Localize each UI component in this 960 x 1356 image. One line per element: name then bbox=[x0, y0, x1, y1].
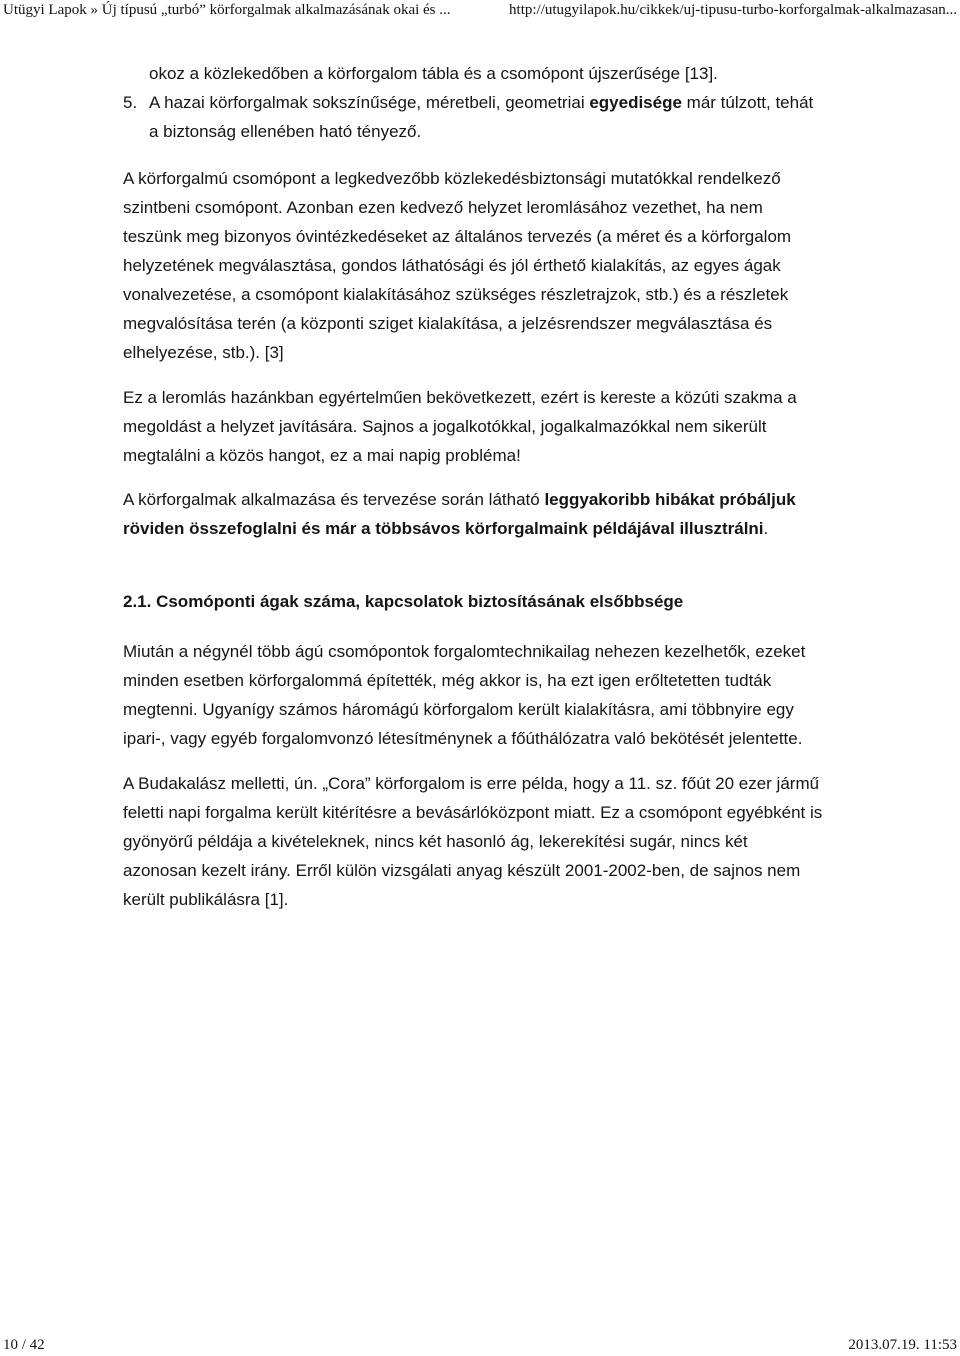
print-datetime: 2013.07.19. 11:53 bbox=[848, 1337, 957, 1353]
article-body bbox=[123, 59, 823, 914]
page-number: 10 / 42 bbox=[3, 1337, 45, 1353]
list-item-text: már túlzott, tehát a biztonság ellenében ható tényező. bbox=[149, 93, 814, 141]
paragraph-1: A körforgalmú csomópont a legkedvezőbb közlekedésbiztonsági mutatókkal rendelkező szintbeni csomópont. Azonban ezen kedvező helyzet leromlásához vezethet, ha nem teszünk meg bizonyos óvintézkedéseket az általános tervezés (a méret és a körforgalom helyzetének megválasztása, gondos láthatósági és jól érthető kialakítás, az egyes ágak vonalvezetése, a csomópont kialakításához szükséges részletrajzok, stb.) és a részletek megvalósítása terén (a központi sziget kialakítása, a jelzésrendszer megválasztása és elhelyezése, stb.). [3] bbox=[123, 169, 792, 362]
paragraph-text: . bbox=[763, 519, 769, 538]
emphasis-text: egyedisége bbox=[589, 93, 682, 112]
section-heading: 2.1. Csomóponti ágak száma, kapcsolatok biztosításának elsőbbsége bbox=[123, 592, 684, 611]
paragraph-2: Ez a leromlás hazánkban egyértelműen bekövetkezett, ezért is kereste a közúti szakma a megoldást a helyzet javítására. Sajnos a jogalkotókkal, jogalkalmazókkal nem sikerült megtalálni a közös hangot, ez a mai napig probléma! bbox=[123, 388, 797, 465]
list-item-5 bbox=[123, 88, 823, 146]
print-footer bbox=[0, 1336, 960, 1356]
paragraph-3 bbox=[123, 485, 823, 543]
list-item-text: A hazai körforgalmak sokszínűsége, méretbeli, geometriai bbox=[149, 93, 590, 112]
list-item-continuation bbox=[123, 59, 823, 88]
paragraph-text: A körforgalmak alkalmazása és tervezése során látható bbox=[123, 490, 545, 509]
print-header bbox=[0, 0, 960, 22]
page-url[interactable]: http://utugyilapok.hu/cikkek/uj-tipusu-turbo-korforgalmak-alkalmazasan... bbox=[509, 2, 957, 18]
page-title: Utügyi Lapok » Új típusú „turbó” körforgalmak alkalmazásának okai és ... bbox=[3, 2, 451, 18]
emphasis-text: leggyakoribb hibákat próbáljuk röviden összefoglalni és már a többsávos körforgalmaink példájával illusztrálni bbox=[123, 490, 796, 538]
list-number: 5. bbox=[123, 93, 138, 112]
paragraph-5: A Budakalász melletti, ún. „Cora” körforgalom is erre példa, hogy a 11. sz. főút 20 ezer jármű feletti napi forgalma került kitérítésre a bevásárlóközpont miatt. Ez a csomópont egyébként is gyönyörű példája a kivételeknek, nincs két hasonló ág, lekerekítési sugár, nincs két azonosan kezelt irány. Erről külön vizsgálati anyag készült 2001-2002-ben, de sajnos nem került publikálásra [1]. bbox=[123, 774, 823, 909]
paragraph-4: Miután a négynél több ágú csomópontok forgalomtechnikailag nehezen kezelhetők, ezeket minden esetben körforgalommá építették, még akkor is, ha ezt igen erőltetetten tudták megtenni. Ugyanígy számos háromágú körforgalom került kialakításra, ami többnyire egy ipari-, vagy egyéb forgalomvonzó létesítménynek a főúthálózatra való bekötését jelentette. bbox=[123, 642, 806, 748]
list-item-text: okoz a közlekedőben a körforgalom tábla és a csomópont újszerűsége [13]. bbox=[149, 64, 718, 83]
